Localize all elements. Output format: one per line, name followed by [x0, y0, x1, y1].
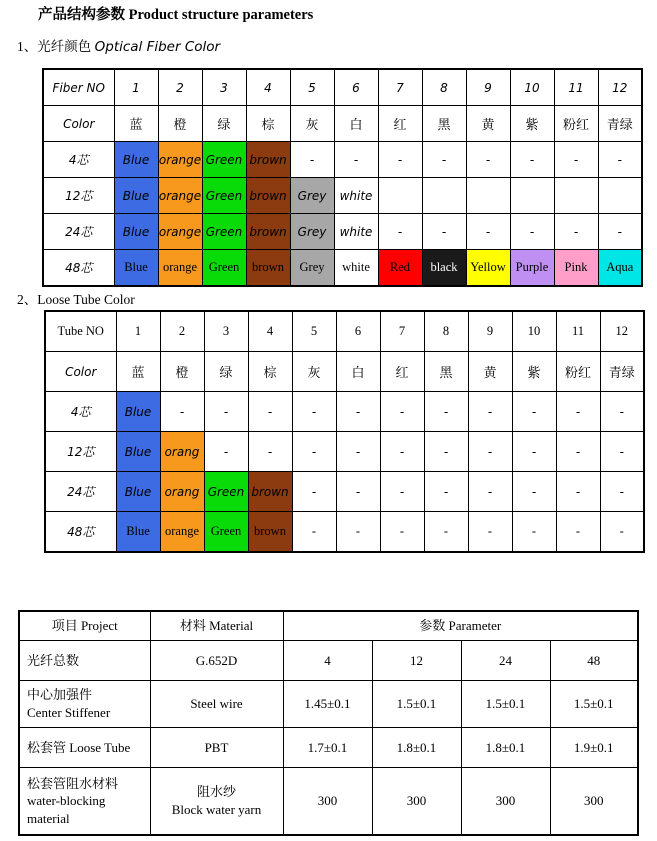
params-row-3	[19, 728, 638, 768]
tube-number-cell-12: 12	[600, 311, 644, 352]
params-header-row	[19, 611, 638, 641]
params-row-4	[19, 768, 638, 836]
fiber-color-cell-8: black	[422, 250, 466, 287]
tube-cell-4: -	[248, 392, 292, 432]
params-value-cell-4: 48	[550, 641, 638, 681]
params-value-cell-1: 1.7±0.1	[283, 728, 372, 768]
tube-color-cell-1: Blue	[116, 432, 160, 472]
tube-color-cell-1: Blue	[116, 512, 160, 553]
fiber-cell-9: -	[466, 214, 510, 250]
fiber-color-cell-6: white	[334, 250, 378, 287]
fiber-number-row	[43, 69, 642, 106]
params-material-cell: PBT	[150, 728, 283, 768]
tube-corner-cell: Tube NO	[45, 311, 116, 352]
tube-cell-6: -	[336, 392, 380, 432]
fiber-number-cell-11: 11	[554, 69, 598, 106]
section-number: 1、	[17, 39, 38, 54]
page-title-zh: 产品结构参数	[38, 7, 125, 23]
fiber-cell-12	[598, 178, 642, 214]
fiber-number-cell-4: 4	[246, 69, 290, 106]
section-number: 2、	[17, 292, 38, 307]
tube-cell-12: -	[600, 472, 644, 512]
tube-color-name-row	[45, 352, 644, 392]
page-title	[38, 3, 313, 24]
fiber-cell-11	[554, 178, 598, 214]
tube-row-4芯	[45, 392, 644, 432]
tube-color-name-cell-11: 粉红	[556, 352, 600, 392]
fiber-color-cell-3: Green	[202, 214, 246, 250]
tube-color-name-cell-6: 白	[336, 352, 380, 392]
tube-cell-10: -	[512, 432, 556, 472]
fiber-color-name-cell-8: 黑	[422, 106, 466, 142]
fiber-color-label-cell: Color	[43, 106, 114, 142]
tube-color-cell-1: Blue	[116, 472, 160, 512]
tube-cell-10: -	[512, 512, 556, 553]
params-value-cell-2: 1.5±0.1	[372, 681, 461, 728]
fiber-color-cell-4: brown	[246, 142, 290, 178]
params-value-cell-3: 1.5±0.1	[461, 681, 550, 728]
fiber-row-4芯	[43, 142, 642, 178]
params-row-2	[19, 681, 638, 728]
page-title-en: Product structure parameters	[125, 7, 314, 23]
fiber-row-label: 12芯	[43, 178, 114, 214]
params-header-project: 项目 Project	[19, 611, 150, 641]
fiber-number-cell-7: 7	[378, 69, 422, 106]
tube-cell-11: -	[556, 512, 600, 553]
tube-cell-9: -	[468, 432, 512, 472]
tube-number-cell-6: 6	[336, 311, 380, 352]
tube-row-label: 12芯	[45, 432, 116, 472]
fiber-cell-11: -	[554, 142, 598, 178]
section-heading-tube	[17, 288, 135, 308]
tube-cell-3: -	[204, 392, 248, 432]
params-value-cell-3: 300	[461, 768, 550, 836]
tube-number-cell-7: 7	[380, 311, 424, 352]
tube-color-cell-1: Blue	[116, 392, 160, 432]
params-project-cell: 松套管阻水材料 water-blocking material	[19, 768, 150, 836]
tube-cell-6: -	[336, 472, 380, 512]
tube-row-label: 24芯	[45, 472, 116, 512]
tube-cell-7: -	[380, 472, 424, 512]
fiber-cell-9	[466, 178, 510, 214]
fiber-cell-7	[378, 178, 422, 214]
tube-row-24芯	[45, 472, 644, 512]
fiber-cell-10: -	[510, 214, 554, 250]
section-heading-fiber	[17, 35, 220, 55]
tube-number-cell-4: 4	[248, 311, 292, 352]
tube-color-name-cell-12: 青绿	[600, 352, 644, 392]
fiber-color-name-cell-10: 紫	[510, 106, 554, 142]
tube-row-12芯	[45, 432, 644, 472]
tube-color-cell-2: orange	[160, 512, 204, 553]
params-value-cell-4: 300	[550, 768, 638, 836]
fiber-cell-8: -	[422, 142, 466, 178]
params-value-cell-3: 24	[461, 641, 550, 681]
fiber-color-cell-2: orange	[158, 178, 202, 214]
fiber-color-name-cell-3: 绿	[202, 106, 246, 142]
params-value-cell-2: 12	[372, 641, 461, 681]
fiber-number-cell-3: 3	[202, 69, 246, 106]
fiber-color-name-cell-9: 黄	[466, 106, 510, 142]
tube-cell-6: -	[336, 512, 380, 553]
fiber-color-cell-1: Blue	[114, 250, 158, 287]
tube-color-name-cell-5: 灰	[292, 352, 336, 392]
fiber-cell-8	[422, 178, 466, 214]
fiber-row-12芯	[43, 178, 642, 214]
fiber-color-cell-1: Blue	[114, 178, 158, 214]
fiber-cell-8: -	[422, 214, 466, 250]
params-value-cell-1: 4	[283, 641, 372, 681]
tube-cell-2: -	[160, 392, 204, 432]
fiber-color-cell-9: Yellow	[466, 250, 510, 287]
tube-row-label: 4芯	[45, 392, 116, 432]
tube-cell-10: -	[512, 472, 556, 512]
fiber-color-cell-5: Grey	[290, 178, 334, 214]
fiber-color-cell-10: Purple	[510, 250, 554, 287]
fiber-cell-10: -	[510, 142, 554, 178]
tube-color-label-cell: Color	[45, 352, 116, 392]
params-header-parameter: 参数 Parameter	[283, 611, 638, 641]
params-material-cell: G.652D	[150, 641, 283, 681]
tube-number-cell-10: 10	[512, 311, 556, 352]
tube-number-cell-3: 3	[204, 311, 248, 352]
section-title-zh: 光纤颜色	[37, 39, 95, 54]
fiber-color-name-cell-12: 青绿	[598, 106, 642, 142]
fiber-number-cell-8: 8	[422, 69, 466, 106]
fiber-color-table	[42, 68, 643, 287]
section-title: Loose Tube Color	[37, 292, 135, 307]
fiber-color-cell-2: orange	[158, 250, 202, 287]
tube-cell-6: -	[336, 432, 380, 472]
fiber-cell-10	[510, 178, 554, 214]
tube-row-48芯	[45, 512, 644, 553]
tube-cell-8: -	[424, 392, 468, 432]
tube-number-cell-2: 2	[160, 311, 204, 352]
params-value-cell-1: 1.45±0.1	[283, 681, 372, 728]
fiber-number-cell-5: 5	[290, 69, 334, 106]
fiber-cell-7: -	[378, 214, 422, 250]
fiber-color-cell-3: Green	[202, 250, 246, 287]
fiber-cell-6: -	[334, 142, 378, 178]
fiber-color-cell-2: orange	[158, 214, 202, 250]
tube-cell-9: -	[468, 392, 512, 432]
fiber-color-cell-4: brown	[246, 214, 290, 250]
fiber-color-name-cell-7: 红	[378, 106, 422, 142]
fiber-color-name-row	[43, 106, 642, 142]
fiber-cell-12: -	[598, 214, 642, 250]
fiber-cell-9: -	[466, 142, 510, 178]
section-title-en: Optical Fiber Color	[94, 39, 221, 55]
tube-color-cell-4: brown	[248, 512, 292, 553]
fiber-number-cell-6: 6	[334, 69, 378, 106]
fiber-cell-7: -	[378, 142, 422, 178]
tube-cell-9: -	[468, 472, 512, 512]
tube-cell-7: -	[380, 432, 424, 472]
tube-cell-8: -	[424, 512, 468, 553]
fiber-color-cell-12: Aqua	[598, 250, 642, 287]
fiber-color-name-cell-6: 白	[334, 106, 378, 142]
fiber-number-cell-1: 1	[114, 69, 158, 106]
tube-number-cell-1: 1	[116, 311, 160, 352]
tube-color-name-cell-10: 紫	[512, 352, 556, 392]
tube-color-name-cell-1: 蓝	[116, 352, 160, 392]
product-parameters-table	[18, 610, 639, 836]
fiber-color-cell-1: Blue	[114, 214, 158, 250]
tube-cell-5: -	[292, 432, 336, 472]
tube-cell-12: -	[600, 432, 644, 472]
tube-cell-5: -	[292, 392, 336, 432]
fiber-corner-cell: Fiber NO	[43, 69, 114, 106]
tube-color-name-cell-4: 棕	[248, 352, 292, 392]
tube-cell-9: -	[468, 512, 512, 553]
params-project-cell: 光纤总数	[19, 641, 150, 681]
fiber-color-cell-6: white	[334, 178, 378, 214]
fiber-number-cell-2: 2	[158, 69, 202, 106]
params-project-cell: 松套管 Loose Tube	[19, 728, 150, 768]
tube-cell-8: -	[424, 472, 468, 512]
tube-color-name-cell-9: 黄	[468, 352, 512, 392]
tube-cell-5: -	[292, 512, 336, 553]
tube-cell-3: -	[204, 432, 248, 472]
tube-cell-4: -	[248, 432, 292, 472]
tube-cell-11: -	[556, 472, 600, 512]
tube-color-name-cell-7: 红	[380, 352, 424, 392]
tube-cell-8: -	[424, 432, 468, 472]
tube-cell-10: -	[512, 392, 556, 432]
fiber-color-cell-1: Blue	[114, 142, 158, 178]
tube-number-cell-8: 8	[424, 311, 468, 352]
fiber-color-name-cell-5: 灰	[290, 106, 334, 142]
tube-cell-5: -	[292, 472, 336, 512]
tube-cell-7: -	[380, 392, 424, 432]
tube-row-label: 48芯	[45, 512, 116, 553]
tube-cell-12: -	[600, 392, 644, 432]
fiber-color-cell-5: Grey	[290, 214, 334, 250]
params-value-cell-3: 1.8±0.1	[461, 728, 550, 768]
tube-color-cell-4: brown	[248, 472, 292, 512]
tube-number-cell-11: 11	[556, 311, 600, 352]
fiber-cell-5: -	[290, 142, 334, 178]
fiber-color-cell-11: Pink	[554, 250, 598, 287]
fiber-color-cell-3: Green	[202, 142, 246, 178]
fiber-row-48芯	[43, 250, 642, 287]
tube-color-cell-2: orang	[160, 472, 204, 512]
tube-color-table	[44, 310, 645, 553]
params-header-material: 材料 Material	[150, 611, 283, 641]
fiber-row-24芯	[43, 214, 642, 250]
params-value-cell-2: 1.8±0.1	[372, 728, 461, 768]
fiber-color-name-cell-2: 橙	[158, 106, 202, 142]
fiber-color-cell-4: brown	[246, 178, 290, 214]
tube-cell-12: -	[600, 512, 644, 553]
tube-color-name-cell-8: 黑	[424, 352, 468, 392]
params-material-cell: 阻水纱 Block water yarn	[150, 768, 283, 836]
fiber-row-label: 4芯	[43, 142, 114, 178]
fiber-row-label: 24芯	[43, 214, 114, 250]
tube-color-cell-2: orang	[160, 432, 204, 472]
fiber-color-cell-6: white	[334, 214, 378, 250]
params-value-cell-2: 300	[372, 768, 461, 836]
tube-color-cell-3: Green	[204, 472, 248, 512]
tube-color-cell-3: Green	[204, 512, 248, 553]
tube-number-cell-5: 5	[292, 311, 336, 352]
fiber-color-cell-4: brown	[246, 250, 290, 287]
params-material-cell: Steel wire	[150, 681, 283, 728]
fiber-cell-12: -	[598, 142, 642, 178]
tube-color-name-cell-2: 橙	[160, 352, 204, 392]
fiber-number-cell-12: 12	[598, 69, 642, 106]
fiber-color-name-cell-4: 棕	[246, 106, 290, 142]
tube-cell-11: -	[556, 392, 600, 432]
fiber-number-cell-10: 10	[510, 69, 554, 106]
fiber-color-cell-2: orange	[158, 142, 202, 178]
fiber-row-label: 48芯	[43, 250, 114, 287]
params-project-cell: 中心加强件 Center Stiffener	[19, 681, 150, 728]
fiber-color-cell-5: Grey	[290, 250, 334, 287]
params-value-cell-4: 1.9±0.1	[550, 728, 638, 768]
tube-cell-11: -	[556, 432, 600, 472]
fiber-color-cell-7: Red	[378, 250, 422, 287]
params-row-1	[19, 641, 638, 681]
tube-cell-7: -	[380, 512, 424, 553]
fiber-color-name-cell-1: 蓝	[114, 106, 158, 142]
fiber-color-name-cell-11: 粉红	[554, 106, 598, 142]
tube-color-name-cell-3: 绿	[204, 352, 248, 392]
params-value-cell-4: 1.5±0.1	[550, 681, 638, 728]
fiber-color-cell-3: Green	[202, 178, 246, 214]
fiber-number-cell-9: 9	[466, 69, 510, 106]
tube-number-cell-9: 9	[468, 311, 512, 352]
params-value-cell-1: 300	[283, 768, 372, 836]
tube-number-row	[45, 311, 644, 352]
fiber-cell-11: -	[554, 214, 598, 250]
